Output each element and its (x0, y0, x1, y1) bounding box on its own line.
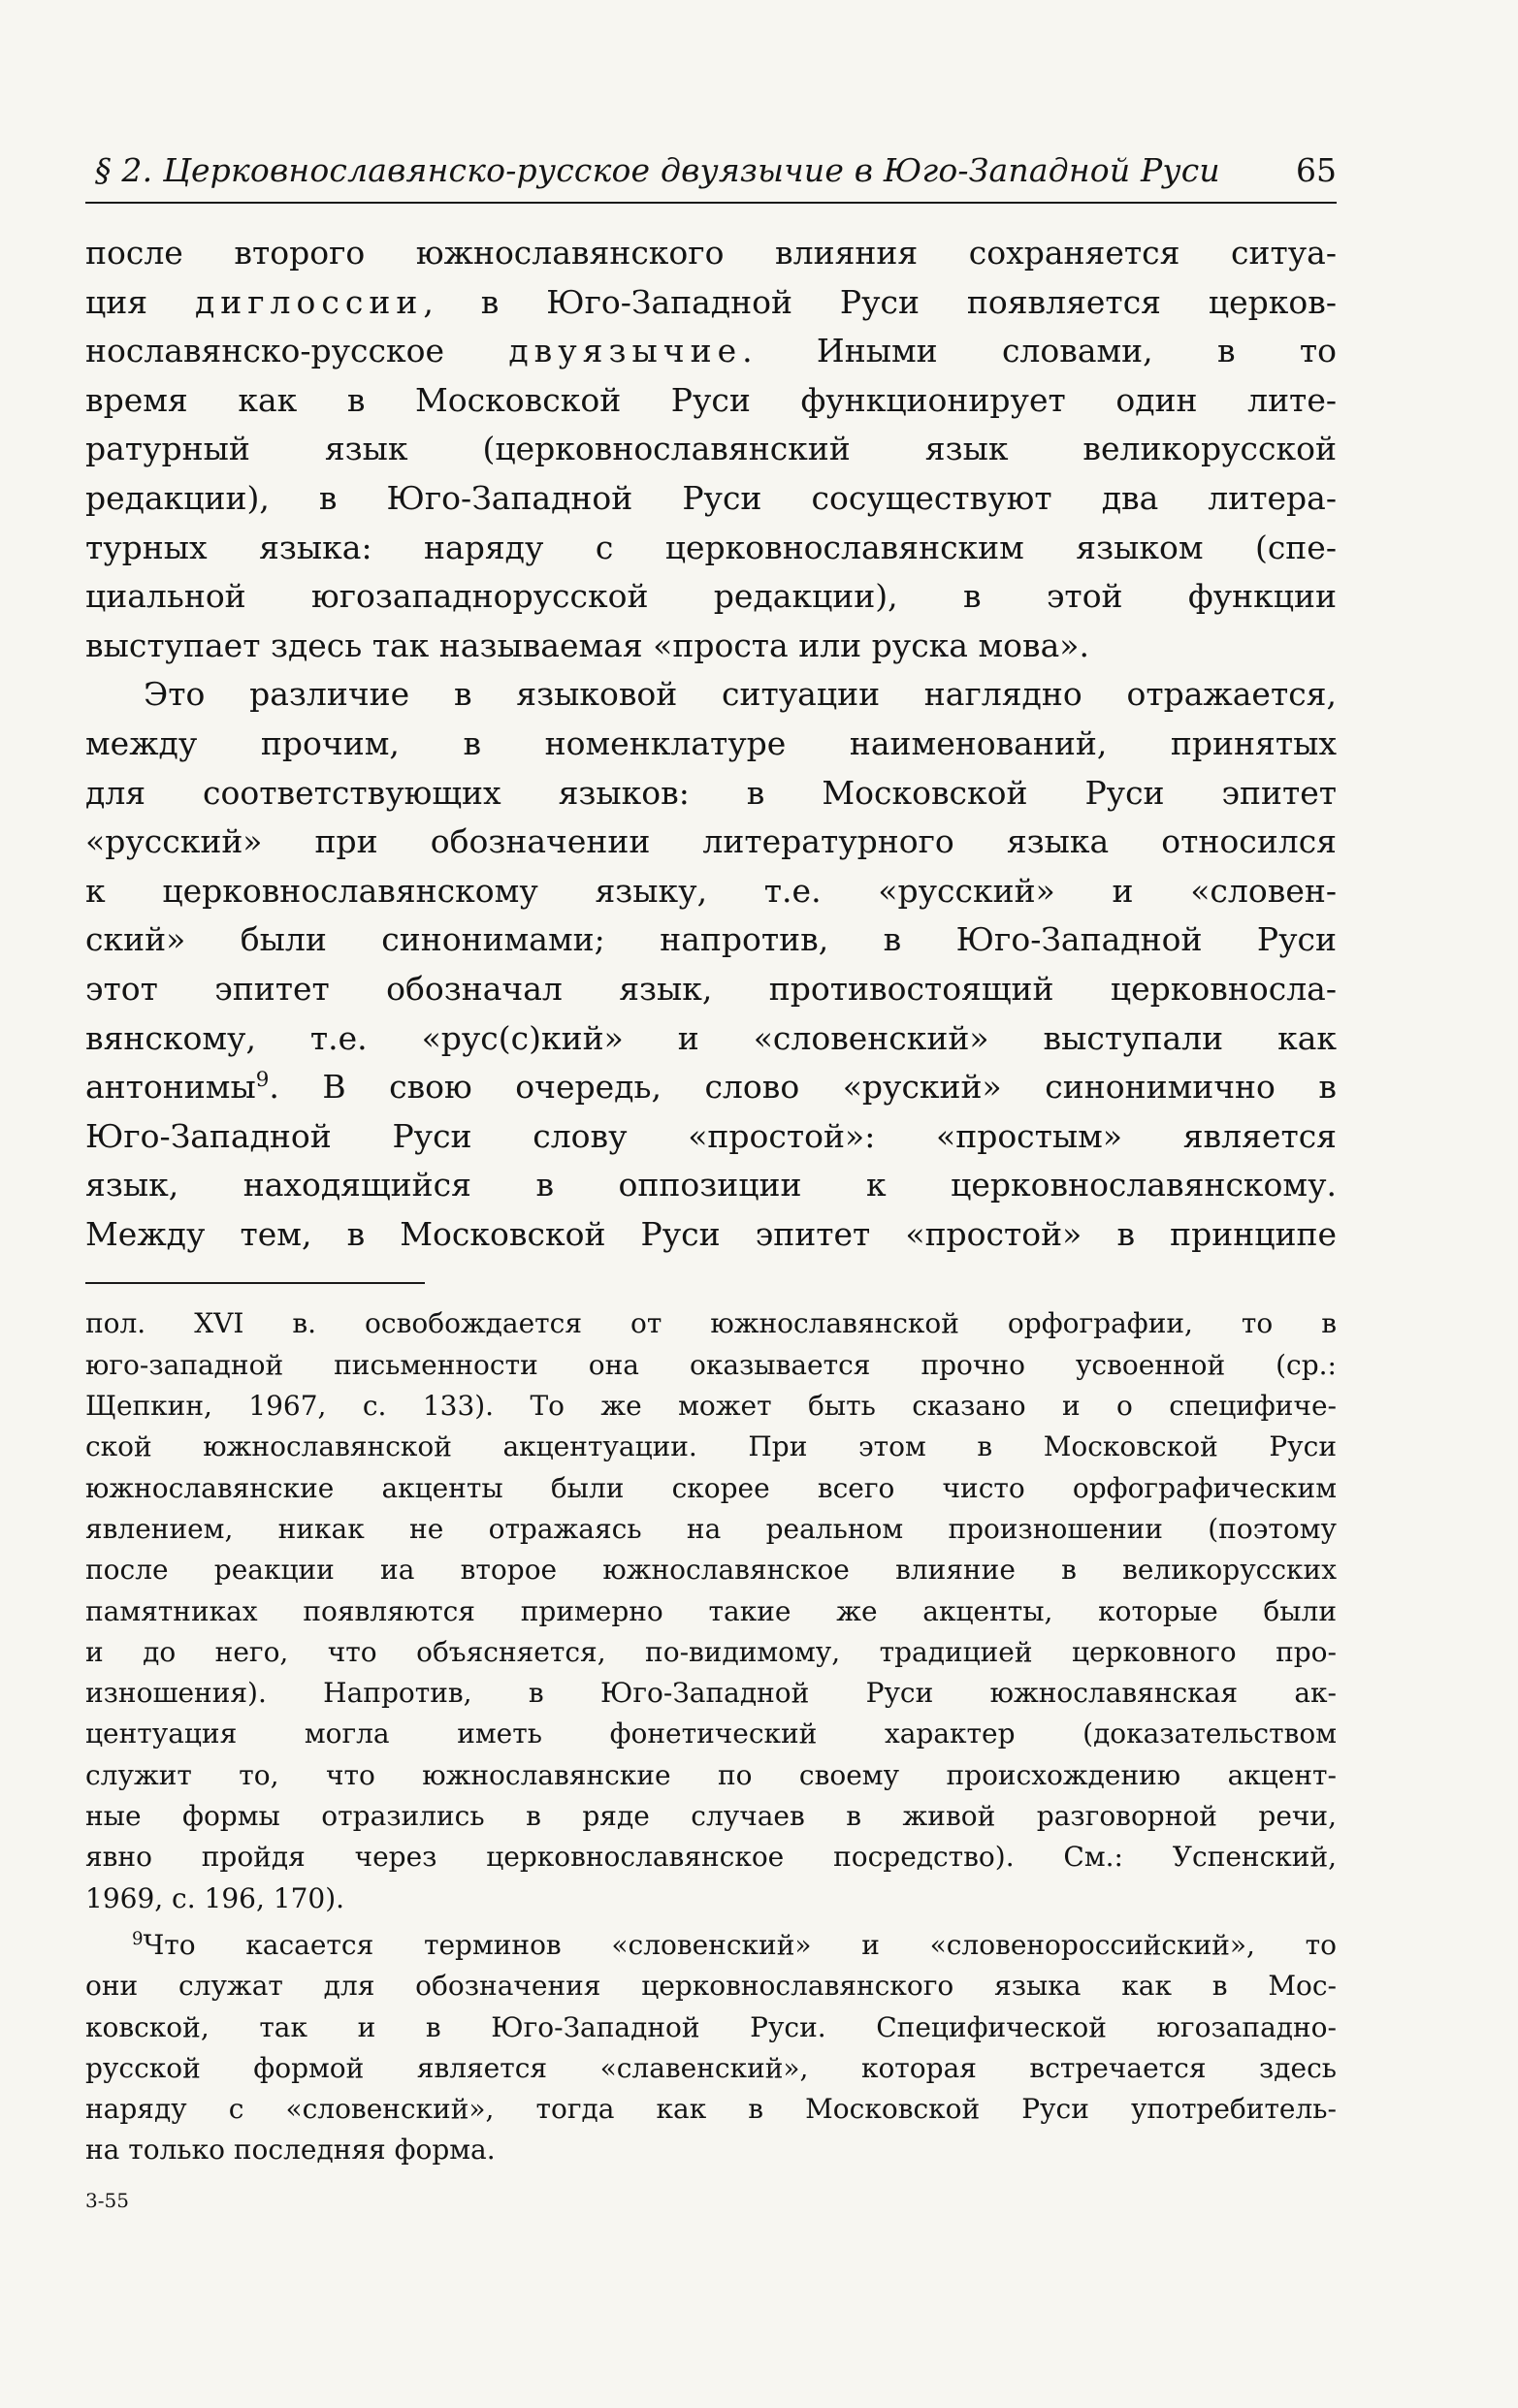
text-run: ский» были синонимами; напротив, в Юго-Западной Руси (85, 920, 1337, 959)
text-run: антонимы (85, 1068, 256, 1107)
text-run: на только последняя форма. (85, 2134, 496, 2167)
text-line (85, 1014, 1337, 1064)
footnote-line (85, 1673, 1337, 1714)
text-line (85, 376, 1337, 426)
text-run: явлением, никак не отражаясь на реальном произношении (поэтому (85, 1512, 1337, 1545)
text-line (85, 572, 1337, 622)
text-line (85, 915, 1337, 965)
text-run: для соответствующих языков: в Московской Руси эпитет (85, 773, 1337, 812)
text-line (85, 769, 1337, 819)
text-line (85, 229, 1337, 278)
footnote-line (85, 1837, 1337, 1878)
footnote-line (85, 1925, 1337, 1966)
text-run: язык, находящийся в оппозиции к церковнославянскому. (85, 1166, 1337, 1204)
running-header (85, 145, 1337, 204)
footnote-line (85, 1550, 1337, 1590)
footnotes (85, 1303, 1337, 2170)
footnote-line (85, 2089, 1337, 2130)
text-line (85, 327, 1337, 376)
footnote-line (85, 2130, 1337, 2170)
text-run: и до него, что объясняется, по-видимому, традицией церковного про- (85, 1635, 1337, 1668)
book-page (85, 145, 1337, 2212)
spaced-term: диглоссии (194, 282, 424, 321)
spaced-term: двуязычие (508, 332, 743, 370)
text-run: ция (85, 282, 195, 321)
text-run: Юго-Западной Руси слову «простой»: «простым» является (85, 1116, 1337, 1155)
text-run: выступает здесь так называемая «проста или руска мова». (85, 626, 1089, 664)
page-number: 65 (1296, 151, 1337, 189)
text-line (85, 622, 1337, 671)
footnote-line (85, 1878, 1337, 1919)
text-run: редакции), в Юго-Западной Руси сосуществуют два литера- (85, 478, 1337, 517)
text-run: , в Юго-Западной Руси появляется церков- (423, 282, 1337, 321)
text-line (85, 524, 1337, 573)
text-run: центуация могла иметь фонетический характер (доказательством (85, 1718, 1337, 1750)
text-run: . В свою очередь, слово «руский» синонимично в (269, 1068, 1337, 1107)
text-run: Между тем, в Московской Руси эпитет «простой» в принципе (85, 1214, 1337, 1253)
footnote-line (85, 1468, 1337, 1509)
running-header-title: § 2. Церковнославянско-русское двуязычие в Юго-Западной Руси (95, 151, 1220, 189)
text-run: циальной югозападнорусской редакции), в этой функции (85, 577, 1337, 616)
text-run: ратурный язык (церковнославянский язык великорусской (85, 430, 1337, 468)
text-run: после второго южнославянского влияния сохраняется ситуа- (85, 234, 1337, 272)
text-run: служит то, что южнославянские по своему происхождению акцент- (85, 1758, 1337, 1791)
footnote-line (85, 2007, 1337, 2048)
text-run: русской формой является «славенский», которая встречается здесь (85, 2051, 1337, 2084)
text-line (85, 1210, 1337, 1260)
text-run: . Иными словами, в то (742, 332, 1337, 370)
text-run: время как в Московской Руси функционирует один лите- (85, 380, 1337, 419)
text-run: ской южнославянской акцентуации. При этом в Московской Руси (85, 1430, 1337, 1463)
text-line (85, 474, 1337, 524)
footnote-line (85, 1714, 1337, 1754)
text-line (85, 278, 1337, 328)
footnote-line (85, 1591, 1337, 1632)
text-run: турных языка: наряду с церковнославянским языком (спе- (85, 528, 1337, 566)
footnote-line (85, 2048, 1337, 2089)
text-run: нославянско-русское (85, 332, 509, 370)
text-line (85, 425, 1337, 474)
text-run: между прочим, в номенклатуре наименований, принятых (85, 723, 1337, 762)
printer-signature: 3-55 (85, 2188, 129, 2212)
text-run: Это различие в языковой ситуации наглядно отражается, (144, 675, 1337, 714)
text-run: наряду с «словенский», тогда как в Московской Руси употребитель- (85, 2093, 1337, 2126)
text-run: вянскому, т.е. «рус(с)кий» и «словенский» выступали как (85, 1018, 1337, 1057)
text-run: памятниках появляются примерно такие же акценты, которые были (85, 1594, 1337, 1627)
footnote-line (85, 1632, 1337, 1673)
text-run: они служат для обозначения церковнославянского языка как в Мос- (85, 1970, 1337, 2003)
text-line (85, 965, 1337, 1014)
text-run: юго-западной письменности она оказывается прочно усвоенной (ср.: (85, 1348, 1337, 1381)
footnote-line (85, 1386, 1337, 1427)
footnote-line (85, 1755, 1337, 1796)
text-line (85, 720, 1337, 769)
text-run: 1969, с. 196, 170). (85, 1881, 345, 1914)
text-run: изношения). Напротив, в Юго-Западной Руси южнославянская ак- (85, 1677, 1337, 1710)
text-line (85, 670, 1337, 720)
text-run: ные формы отразились в ряде случаев в живой разговорной речи, (85, 1800, 1337, 1833)
text-run: «русский» при обозначении литературного языка относился (85, 822, 1337, 861)
text-run: ковской, так и в Юго-Западной Руси. Специфической югозападно- (85, 2010, 1337, 2043)
text-run: южнославянские акценты были скорее всего чисто орфографическим (85, 1471, 1337, 1504)
main-text (85, 229, 1337, 1259)
footnote-line (85, 1509, 1337, 1550)
text-line (85, 867, 1337, 916)
text-run: этот эпитет обозначал язык, противостоящий церковносла- (85, 969, 1337, 1008)
text-line (85, 1161, 1337, 1210)
text-run: после реакции иа второе южнославянское влияние в великорусских (85, 1554, 1337, 1587)
footnote-line (85, 1303, 1337, 1344)
footnote-line (85, 1796, 1337, 1837)
text-run: явно пройдя через церковнославянское посредство). См.: Успенский, (85, 1841, 1337, 1874)
text-run: к церковнославянскому языку, т.е. «русский» и «словен- (85, 871, 1337, 910)
footnote-separator (85, 1282, 425, 1284)
text-line (85, 1063, 1337, 1112)
footnote-line (85, 1427, 1337, 1467)
text-run: Щепкин, 1967, с. 133). То же может быть сказано и о специфиче- (85, 1390, 1337, 1423)
footnote-line (85, 1966, 1337, 2007)
footnote-line (85, 1345, 1337, 1386)
text-line (85, 1112, 1337, 1162)
text-run: Что касается терминов «словенский» и «словенороссийский», то (143, 1928, 1337, 1961)
footnote-marker: 9 (132, 1928, 144, 1949)
text-line (85, 818, 1337, 867)
footnote-ref: 9 (255, 1068, 270, 1093)
text-run: пол. XVI в. освобождается от южнославянской орфографии, то в (85, 1307, 1337, 1340)
